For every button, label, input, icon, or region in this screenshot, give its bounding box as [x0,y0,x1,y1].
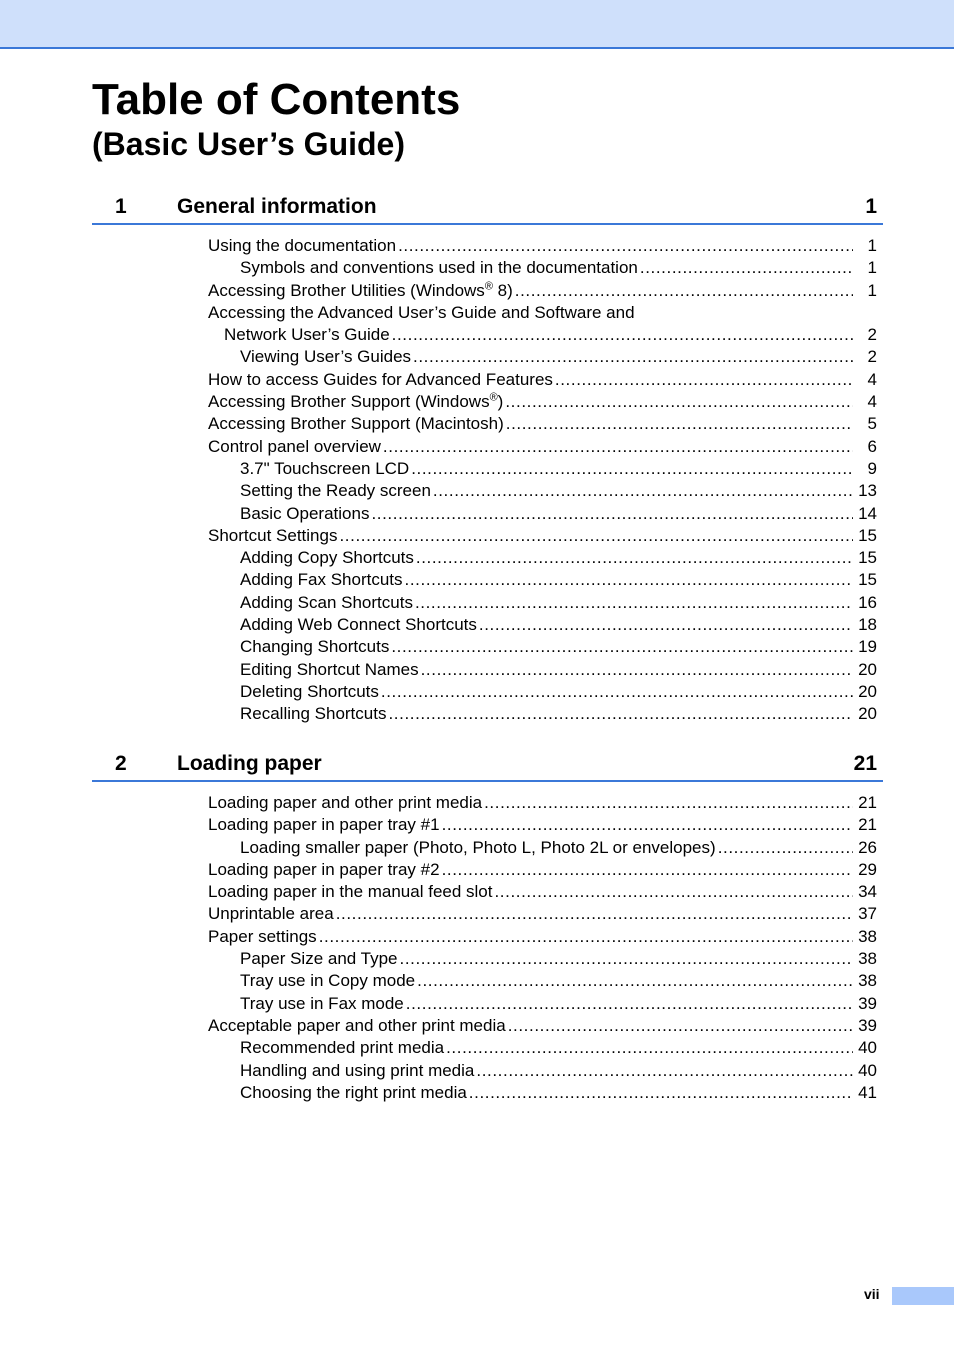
toc-entry[interactable] [224,324,883,346]
toc-entry-text: Loading paper in the manual feed slot [208,882,493,902]
toc-entry[interactable] [240,569,883,591]
page-number: vii [864,1286,880,1302]
toc-entry-title [240,659,419,681]
chapter-page-number: 21 [853,752,877,775]
toc-entry-page: 18 [858,615,877,635]
toc-entry-title [208,881,492,903]
toc-entry-text: Accessing the Advanced User’s Guide and Software and [208,302,635,322]
toc-entry-title [208,436,381,458]
toc-entry-title [240,569,403,591]
dot-leader [508,1015,853,1037]
dot-leader [383,436,853,458]
toc-entry-page: 2 [867,347,877,367]
toc-entry-title [240,636,389,658]
toc-entry-text: Accessing Brother Utilities (Windows [208,280,485,300]
toc-entry[interactable] [240,1037,883,1059]
toc-entry-text: Setting the Ready screen [240,481,431,501]
toc-entry-title [240,1060,474,1082]
toc-entry-page: 20 [858,681,877,701]
page-title: Table of Contents [92,75,461,124]
dot-leader [417,970,853,992]
dot-leader [381,681,853,703]
toc-entry-title [208,525,337,547]
page-tab-marker [892,1287,954,1305]
toc-entry-page: 1 [867,280,877,300]
toc-entry-text-suffix: 8) [492,280,513,300]
toc-entry[interactable] [240,592,883,614]
dot-leader [506,413,853,435]
toc-entry[interactable] [240,480,883,502]
toc-entry[interactable] [240,547,883,569]
toc-entry-title [240,948,398,970]
toc-entry[interactable] [240,970,883,992]
toc-entry-page: 41 [858,1082,877,1102]
toc-entry-page: 19 [858,637,877,657]
toc-entry-page: 21 [858,793,877,812]
toc-entry-title [208,814,440,836]
toc-entry[interactable] [240,1060,883,1082]
toc-entry-title [240,837,716,859]
toc-entry-text: Accessing Brother Support (Macintosh) [208,414,504,434]
toc-entry-text: Recalling Shortcuts [240,704,387,724]
dot-leader [505,391,853,413]
toc-entry[interactable] [208,859,883,881]
toc-entry-title [208,391,503,413]
dot-leader [484,792,853,814]
toc-entry[interactable] [240,503,883,525]
toc-entry[interactable] [208,881,883,903]
dot-leader [479,614,853,636]
chapter-heading[interactable] [92,193,883,225]
toc-entry[interactable] [240,703,883,725]
toc-entry-page: 40 [858,1038,877,1058]
toc-entry-page: 15 [858,525,877,545]
toc-entry[interactable] [208,436,883,458]
toc-entry-title [208,280,513,302]
toc-entry-title [240,993,404,1015]
toc-entry[interactable] [208,926,883,948]
toc-entry-text: How to access Guides for Advanced Features [208,369,553,389]
dot-leader [392,324,853,346]
toc-entry[interactable] [240,346,883,368]
registered-mark: ® [484,279,493,292]
toc-entry-text: Handling and using print media [240,1060,475,1080]
toc-entry-text: Recommended print media [240,1038,445,1058]
toc-entry-page: 4 [867,369,877,389]
toc-entry-page: 4 [867,392,877,412]
toc-entry-text: Viewing User’s Guides [240,347,412,367]
toc-entry-page: 6 [867,436,877,456]
dot-leader [433,480,853,502]
toc-chapter-loading-paper [92,750,883,1104]
dot-leader [405,569,853,591]
toc-entry[interactable] [208,235,883,257]
toc-entry-page: 20 [858,704,877,724]
toc-entry-page: 13 [858,481,877,501]
toc-entry[interactable] [240,1082,883,1104]
chapter-title: Loading paper [177,752,322,775]
toc-entry[interactable] [240,659,883,681]
toc-entry-title [240,1037,444,1059]
toc-entry-text: Tray use in Fax mode [240,993,404,1013]
dot-leader [476,1060,853,1082]
toc-entry[interactable] [208,280,883,302]
toc-entry-list [92,235,883,726]
dot-leader [339,525,853,547]
toc-entry-title [208,302,635,324]
toc-entry-page: 29 [858,859,877,879]
toc-entry-page: 15 [858,570,877,590]
toc-entry-text: Paper settings [208,926,317,946]
toc-entry[interactable] [240,681,883,703]
toc-entry-title [208,235,396,257]
toc-entry-title [240,257,638,279]
toc-entry-text: Adding Fax Shortcuts [240,570,403,590]
chapter-number: 1 [115,195,127,218]
toc-entry-page: 38 [858,971,877,991]
toc-entry-page: 15 [858,548,877,568]
toc-entry-page: 9 [867,458,877,478]
toc-entry-title [240,970,415,992]
dot-leader [416,547,853,569]
toc-entry-text: Control panel overview [208,436,381,456]
toc-entry-title [208,1015,506,1037]
toc-entry-text: Symbols and conventions used in the documentation [240,258,638,278]
toc-entry-text: Basic Operations [240,503,370,523]
dot-leader [413,346,853,368]
toc-entry-text: Editing Shortcut Names [240,659,419,679]
toc-entry-title [240,346,411,368]
toc-entry[interactable] [208,391,883,413]
toc-entry-text: Changing Shortcuts [240,637,390,657]
toc-entry-text: Loading paper in paper tray #1 [208,815,440,835]
toc-entry-page: 2 [867,325,877,345]
toc-entry-title [208,859,440,881]
toc-entry[interactable] [208,413,883,435]
toc-entry-page: 26 [858,837,877,857]
toc-entry-text: Shortcut Settings [208,525,338,545]
toc-entry-text: Unprintable area [208,904,334,924]
registered-mark: ® [489,391,498,404]
toc-entry[interactable] [208,814,883,836]
dot-leader [421,659,853,681]
toc-entry[interactable] [240,993,883,1015]
toc-entry-title [208,369,553,391]
toc-entry-page: 14 [858,503,877,523]
dot-leader [415,592,853,614]
toc-entry-title [240,681,379,703]
toc-entry-page: 37 [858,904,877,924]
toc-entry-page: 40 [858,1060,877,1080]
toc-entry-page: 39 [858,1015,877,1035]
dot-leader [640,257,853,279]
toc-entry-page: 39 [858,993,877,1013]
dot-leader [469,1082,853,1104]
dot-leader [336,903,853,925]
toc-entry-title [208,903,334,925]
toc-entry-title [240,458,409,480]
dot-leader [718,837,853,859]
toc-entry[interactable] [240,458,883,480]
toc-entry-list [92,792,883,1104]
toc-entry-text-suffix: ) [497,392,504,412]
page-subtitle: (Basic User’s Guide) [92,126,405,162]
chapter-heading[interactable] [92,750,883,782]
toc-entry-text: Adding Scan Shortcuts [240,592,413,612]
toc-entry-text: Network User’s Guide [224,325,390,345]
dot-leader [555,369,853,391]
toc-entry[interactable] [208,1015,883,1037]
toc-entry-title [240,547,414,569]
toc-entry-text: 3.7" Touchscreen LCD [240,458,410,478]
toc-entry-text: Paper Size and Type [240,949,398,969]
dot-leader [406,993,853,1015]
toc-entry-text: Tray use in Copy mode [240,971,416,991]
toc-entry-page: 1 [867,258,877,278]
toc-entry[interactable] [208,525,883,547]
dot-leader [319,926,853,948]
dot-leader [494,881,853,903]
toc-entry-page: 16 [858,592,877,612]
toc-entry[interactable] [240,948,883,970]
toc-entry-text: Loading paper and other print media [208,793,483,812]
toc-entry[interactable] [208,302,883,324]
toc-entry-title [240,503,369,525]
dot-leader [442,859,853,881]
dot-leader [371,503,853,525]
toc-entry[interactable] [240,614,883,636]
toc-entry-title [240,1082,467,1104]
dot-leader [400,948,853,970]
toc-entry-text: Acceptable paper and other print media [208,1015,506,1035]
dot-leader [411,458,853,480]
dot-leader [391,636,853,658]
toc-chapter-general-information [92,193,883,726]
chapter-number: 2 [115,752,127,775]
toc-entry-title [240,614,477,636]
toc-entry-text: Deleting Shortcuts [240,681,379,701]
toc-entry-page: 38 [858,926,877,946]
dot-leader [446,1037,853,1059]
toc-entry-page: 20 [858,659,877,679]
toc-entry-title [208,792,482,814]
dot-leader [398,235,853,257]
toc-entry-page: 1 [867,236,877,255]
toc-entry-page: 5 [867,414,877,434]
chapter-title: General information [177,195,377,218]
chapter-page-number: 1 [865,195,877,218]
toc-entry[interactable] [208,369,883,391]
toc-entry-title [224,324,390,346]
dot-leader [515,280,853,302]
toc-entry-page: 21 [858,815,877,835]
toc-entry-title [240,480,431,502]
toc-entry-text: Using the documentation [208,236,397,255]
toc-entry-title [208,926,317,948]
toc-entry-text: Choosing the right print media [240,1082,467,1102]
toc-entry[interactable] [208,792,883,814]
toc-entry[interactable] [240,257,883,279]
toc-entry[interactable] [240,837,883,859]
toc-entry-title [240,703,386,725]
toc-entry-text: Adding Web Connect Shortcuts [240,615,477,635]
toc-entry-text: Loading smaller paper (Photo, Photo L, Photo 2L or envelopes) [240,837,716,857]
dot-leader [442,814,853,836]
toc-entry-page: 34 [858,882,877,902]
header-band [0,0,954,49]
toc-entry-text: Adding Copy Shortcuts [240,548,414,568]
toc-entry-title [240,592,413,614]
toc-entry-title [208,413,504,435]
toc-entry-page: 38 [858,949,877,969]
toc-entry-text: Accessing Brother Support (Windows [208,392,490,412]
dot-leader [388,703,853,725]
toc-entry[interactable] [208,903,883,925]
toc-entry-text: Loading paper in paper tray #2 [208,859,440,879]
toc-entry[interactable] [240,636,883,658]
